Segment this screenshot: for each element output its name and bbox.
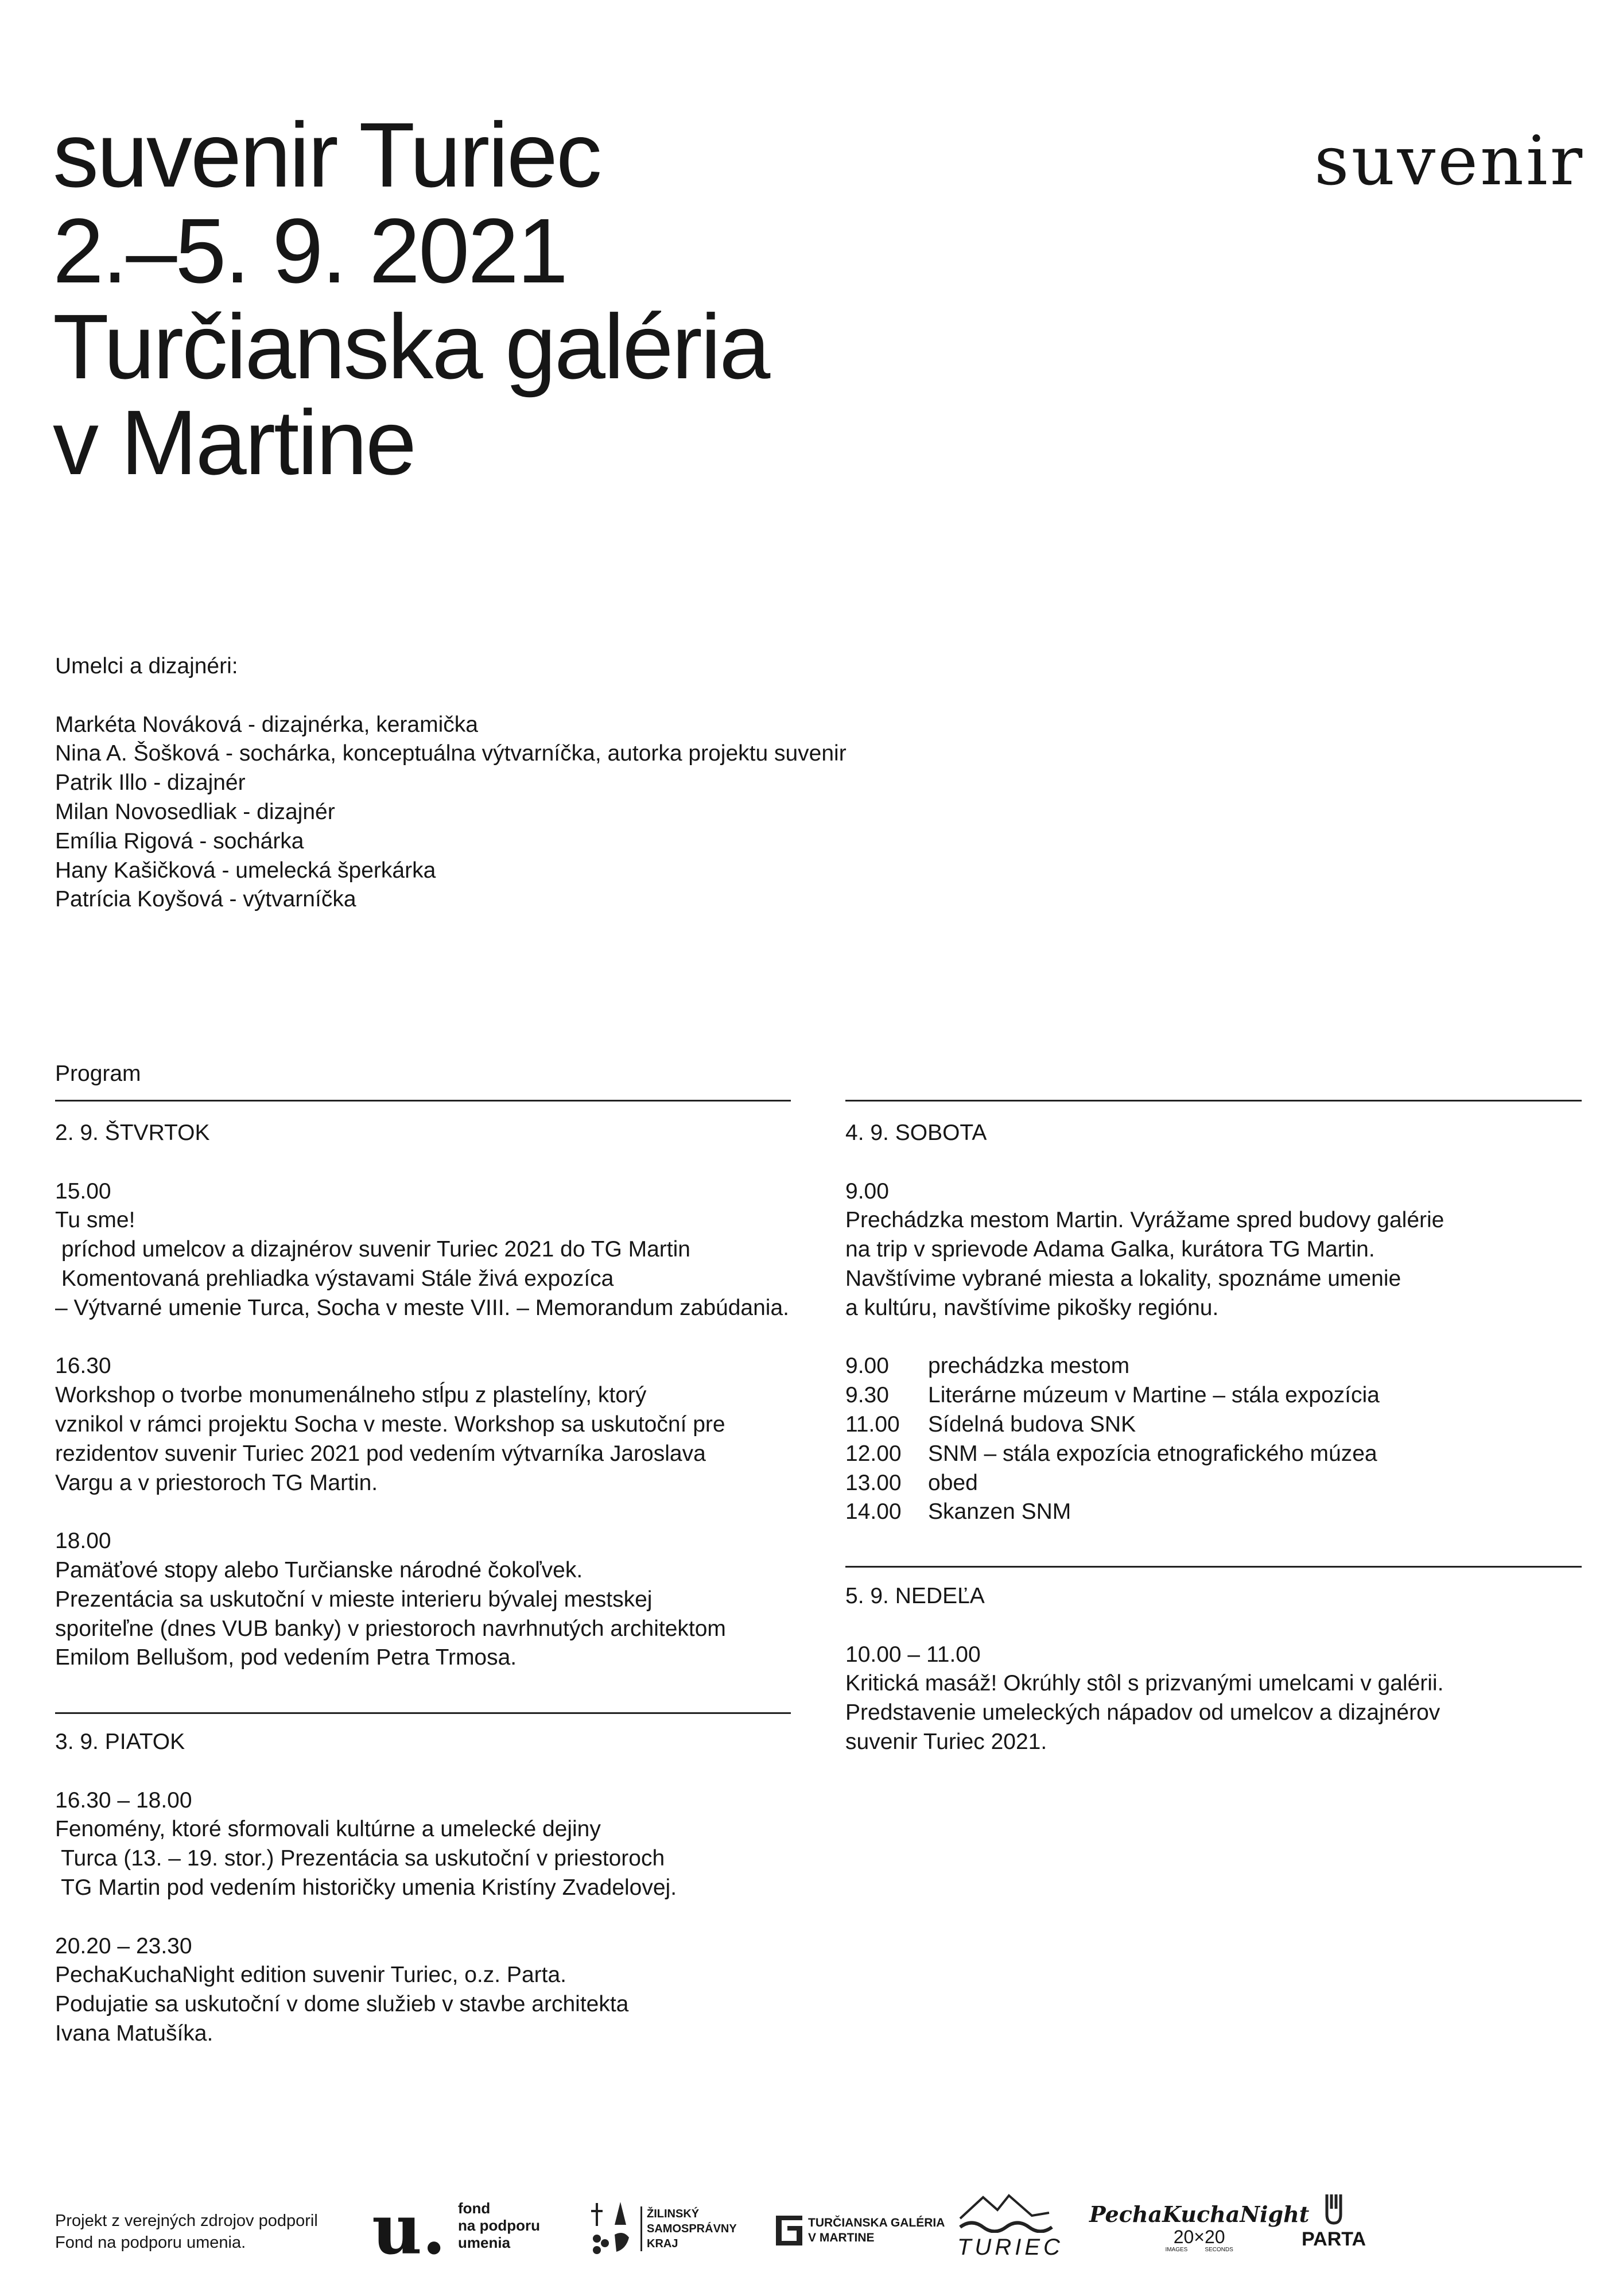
title-line: Turčianska galéria bbox=[53, 295, 769, 398]
spacer bbox=[55, 1757, 677, 1786]
event-text: Podujatie sa uskutoční v dome služieb v stavbe architekta bbox=[55, 1992, 629, 2017]
artist-item: Hany Kašičková - umelecká šperkárka bbox=[55, 858, 436, 883]
event-text: sporiteľne (dnes VUB banky) v priestoroch navrhnutých architektom bbox=[55, 1616, 726, 1641]
title-line: 2.–5. 9. 2021 bbox=[53, 199, 567, 302]
schedule-place: SNM – stála expozícia etnografického múzea bbox=[928, 1441, 1377, 1466]
tg-logo bbox=[775, 2214, 945, 2247]
coat-of-arms-icon bbox=[589, 2197, 635, 2260]
spacer bbox=[845, 1148, 1444, 1177]
schedule-row bbox=[845, 1410, 1444, 1440]
schedule-time: 9.30 bbox=[845, 1383, 889, 1408]
event-text: Navštívime vybrané miesta a lokality, spoznáme umenie bbox=[845, 1266, 1401, 1291]
event-text: Kritická masáž! Okrúhly stôl s prizvanými umelcami v galérii. bbox=[845, 1671, 1444, 1696]
event-text: a kultúru, navštívime pikošky regiónu. bbox=[845, 1295, 1219, 1320]
logo-text: umenia bbox=[458, 2234, 511, 2251]
event-text: Pamäťové stopy alebo Turčianske národné čokoľvek. bbox=[55, 1557, 583, 1583]
artists-list bbox=[55, 711, 847, 915]
event-text: príchod umelcov a dizajnérov suvenir Turiec 2021 do TG Martin bbox=[55, 1237, 690, 1262]
logo-text: IMAGES bbox=[1165, 2247, 1188, 2253]
logo-text: TURIEC bbox=[957, 2235, 1063, 2260]
event-text: Prechádzka mestom Martin. Vyrážame spred budovy galérie bbox=[845, 1208, 1445, 1233]
spacer bbox=[55, 1323, 789, 1352]
event-time: 20.20 – 23.30 bbox=[55, 1933, 192, 1958]
suvenir-logo: suvenir bbox=[1314, 121, 1585, 200]
artist-item: Patrícia Koyšová - výtvarníčka bbox=[55, 887, 356, 912]
logo-text: na podporu bbox=[458, 2217, 540, 2234]
schedule-time: 9.00 bbox=[845, 1353, 889, 1379]
event-text: Komentovaná prehliadka výstavami Stále živá expozíca bbox=[55, 1266, 614, 1291]
parta-logo bbox=[1302, 2192, 1366, 2250]
zsk-logo bbox=[589, 2197, 737, 2260]
event-text: Emilom Bellušom, pod vedením Petra Trmosa. bbox=[55, 1645, 517, 1670]
divider bbox=[55, 1100, 791, 1102]
support-note bbox=[55, 2210, 318, 2254]
logo-text: SAMOSPRÁVNY bbox=[647, 2223, 737, 2235]
logo-text: 20×20 bbox=[1173, 2227, 1225, 2247]
day-saturday bbox=[845, 1119, 1444, 1527]
schedule-place: Literárne múzeum v Martine – stála expozícia bbox=[928, 1383, 1380, 1408]
event-text: – Výtvarné umenie Turca, Socha v meste VIII. – Memorandum zabúdania. bbox=[55, 1295, 789, 1320]
spacer bbox=[55, 1498, 789, 1527]
event-text: Fenomény, ktoré sformovali kultúrne a umelecké dejiny bbox=[55, 1817, 601, 1842]
spacer bbox=[845, 1611, 1443, 1640]
day-thursday bbox=[55, 1119, 789, 1673]
divider bbox=[845, 1100, 1582, 1102]
logo-text: TURČIANSKA GALÉRIA bbox=[808, 2216, 945, 2229]
event-text: Vargu a v priestoroch TG Martin. bbox=[55, 1470, 378, 1495]
schedule-place: Skanzen SNM bbox=[928, 1499, 1071, 1525]
schedule-time: 14.00 bbox=[845, 1499, 902, 1525]
day-heading: 2. 9. ŠTVRTOK bbox=[55, 1120, 210, 1145]
event-text: rezidentov suvenir Turiec 2021 pod vedením výtvarníka Jaroslava bbox=[55, 1441, 706, 1466]
artist-item: Emília Rigová - sochárka bbox=[55, 828, 304, 854]
schedule-row bbox=[845, 1498, 1444, 1527]
schedule-place: prechádzka mestom bbox=[928, 1353, 1130, 1379]
day-sunday bbox=[845, 1582, 1443, 1757]
schedule-row bbox=[845, 1381, 1444, 1410]
day-friday bbox=[55, 1728, 677, 2049]
mountains-icon bbox=[957, 2193, 1055, 2233]
event-text: Prezentácia sa uskutoční v mieste interieru bývalej mestskej bbox=[55, 1587, 653, 1612]
spacer bbox=[845, 1323, 1444, 1352]
schedule-time: 11.00 bbox=[845, 1411, 900, 1437]
turiec-logo bbox=[957, 2193, 1063, 2260]
artist-item: Markéta Nováková - dizajnérka, keramička bbox=[55, 712, 478, 737]
schedule-row bbox=[845, 1440, 1444, 1469]
spacer bbox=[55, 1148, 789, 1177]
schedule-row bbox=[845, 1469, 1444, 1498]
logo-text: PARTA bbox=[1302, 2228, 1366, 2250]
day-heading: 4. 9. SOBOTA bbox=[845, 1120, 987, 1145]
day-heading: 3. 9. PIATOK bbox=[55, 1729, 185, 1754]
artist-item: Nina A. Šošková - sochárka, konceptuálna výtvarníčka, autorka projektu suvenir bbox=[55, 741, 847, 766]
event-text: Workshop o tvorbe monumenálneho stĺpu z plastelíny, ktorý bbox=[55, 1383, 647, 1408]
event-text: suvenir Turiec 2021. bbox=[845, 1729, 1047, 1754]
schedule-place: obed bbox=[928, 1470, 978, 1495]
event-text: TG Martin pod vedením historičky umenia Kristíny Zvadelovej. bbox=[55, 1875, 677, 1900]
page-title bbox=[53, 103, 769, 494]
fpu-logo-mark: u. bbox=[372, 2189, 446, 2270]
day-heading: 5. 9. NEDEĽA bbox=[845, 1584, 985, 1608]
event-time: 18.00 bbox=[55, 1529, 111, 1554]
divider bbox=[845, 1566, 1582, 1568]
event-time: 16.30 – 18.00 bbox=[55, 1787, 192, 1813]
artists-section bbox=[55, 652, 847, 914]
event-text: Ivana Matušíka. bbox=[55, 2020, 213, 2046]
event-time: 9.00 bbox=[845, 1178, 889, 1204]
event-text: Turca (13. – 19. stor.) Prezentácia sa uskutoční v priestoroch bbox=[55, 1846, 665, 1871]
event-time: 16.30 bbox=[55, 1353, 111, 1379]
divider bbox=[55, 1712, 791, 1714]
support-line: Fond na podporu umenia. bbox=[55, 2233, 246, 2252]
spacer bbox=[55, 1903, 677, 1932]
logo-text: PechaKuchaNight bbox=[1089, 2201, 1310, 2227]
artist-item: Patrik Illo - dizajnér bbox=[55, 770, 246, 796]
schedule-time: 13.00 bbox=[845, 1470, 902, 1495]
event-text: Predstavenie umeleckých nápadov od umelcov a dizajnérov bbox=[845, 1700, 1440, 1725]
schedule-place: Sídelná budova SNK bbox=[928, 1411, 1136, 1437]
artist-item: Milan Novosedliak - dizajnér bbox=[55, 799, 335, 824]
schedule-row bbox=[845, 1352, 1444, 1381]
hand-icon bbox=[1322, 2192, 1345, 2226]
event-time: 10.00 – 11.00 bbox=[845, 1642, 981, 1667]
logo-text: SECONDS bbox=[1205, 2247, 1233, 2253]
schedule-time: 12.00 bbox=[845, 1441, 902, 1466]
fpu-logo-text bbox=[458, 2200, 540, 2251]
logo-text: fond bbox=[458, 2200, 491, 2217]
artists-label: Umelci a dizajnéri: bbox=[55, 654, 238, 678]
logo-text: ŽILINSKÝ bbox=[647, 2208, 700, 2220]
event-text: na trip v sprievode Adama Galka, kurátora TG Martin. bbox=[845, 1237, 1375, 1262]
event-text: Tu sme! bbox=[55, 1208, 135, 1233]
event-time: 15.00 bbox=[55, 1178, 111, 1204]
pechakucha-logo bbox=[1089, 2201, 1309, 2253]
tg-mark-icon bbox=[775, 2214, 803, 2247]
logo-text: V MARTINE bbox=[808, 2231, 875, 2244]
title-line: suvenir Turiec bbox=[53, 103, 600, 206]
event-text: vznikol v rámci projektu Socha v meste. Workshop sa uskutoční pre bbox=[55, 1411, 725, 1437]
support-line: Projekt z verejných zdrojov podporil bbox=[55, 2212, 318, 2230]
event-text: PechaKuchaNight edition suvenir Turiec, o.z. Parta. bbox=[55, 1963, 566, 1988]
title-line: v Martine bbox=[53, 391, 415, 494]
program-label: Program bbox=[55, 1061, 141, 1086]
logo-text: KRAJ bbox=[647, 2237, 678, 2250]
